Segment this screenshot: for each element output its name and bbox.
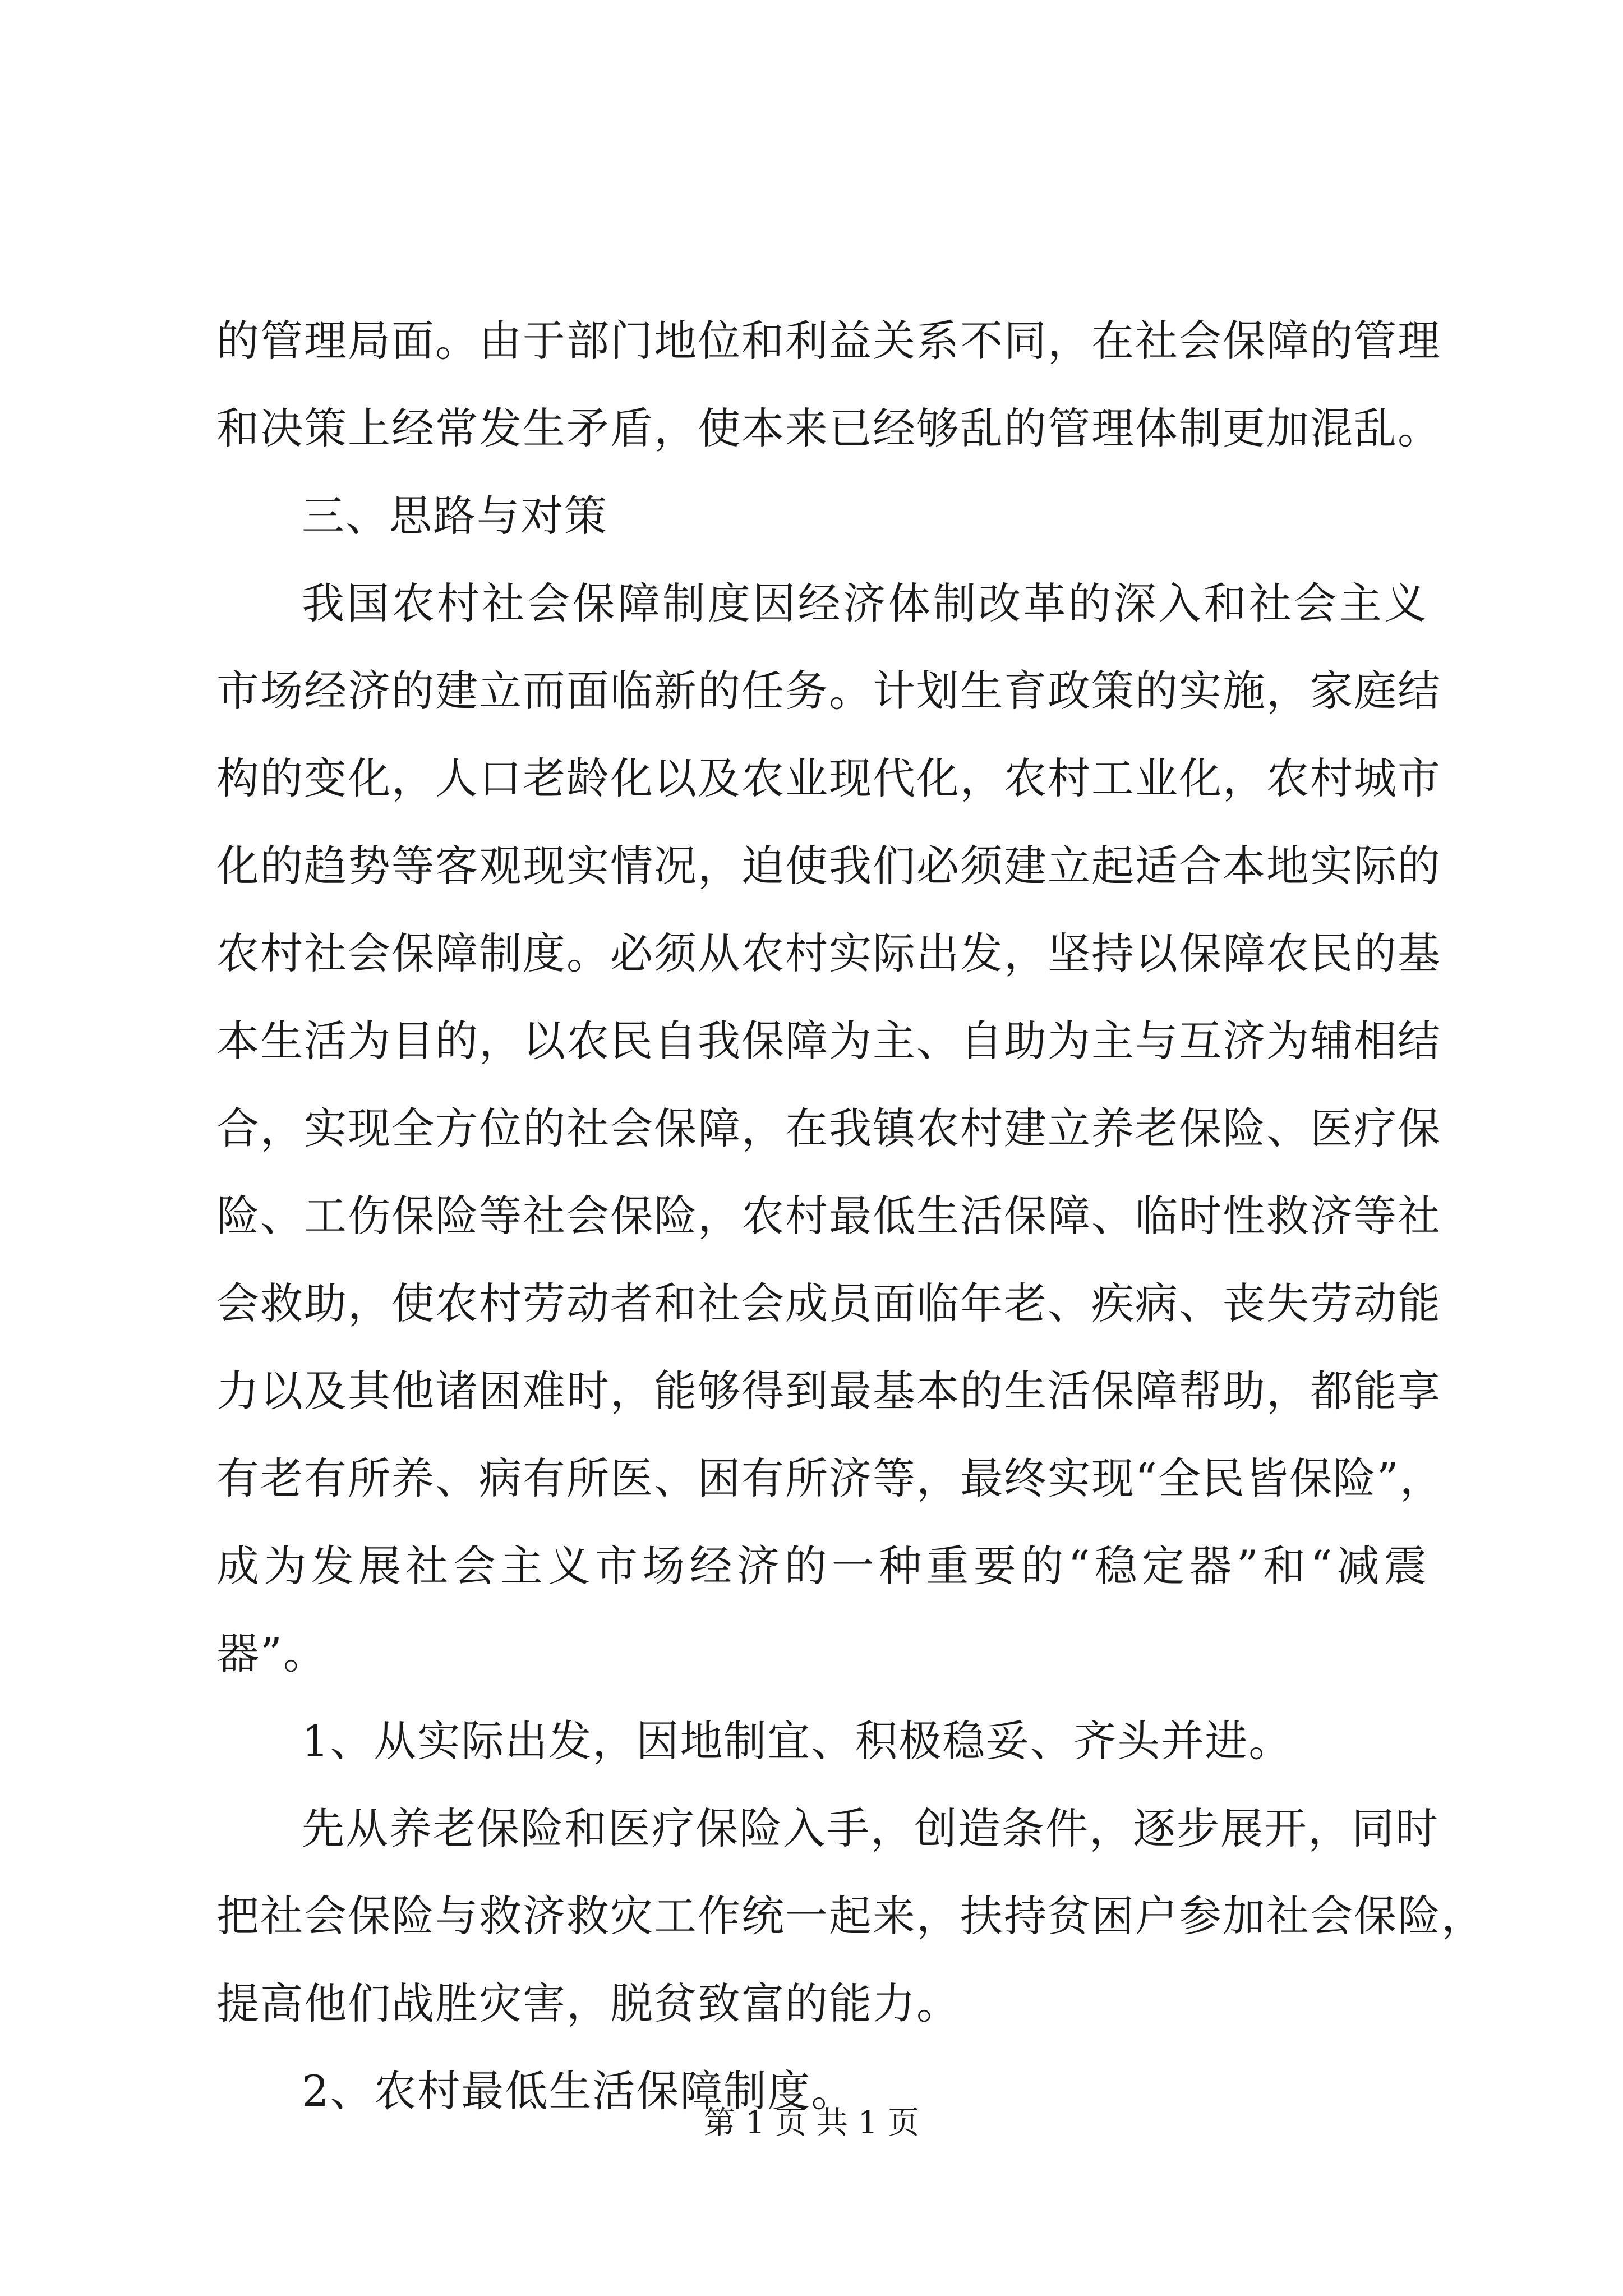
paragraph-line: 农村社会保障制度。必须从农村实际出发，坚持以保障农民的基 [216,928,1441,978]
paragraph-line: 会救助，使农村劳动者和社会成员面临年老、疾病、丧失劳动能 [216,1278,1441,1328]
paragraph-line: 把社会保险与救济救灾工作统一起来，扶持贫困户参加社会保险， [216,1891,1485,1941]
paragraph-line: 合，实现全方位的社会保障，在我镇农村建立养老保险、医疗保 [216,1103,1441,1153]
paragraph-line: 力以及其他诸困难时，能够得到最基本的生活保障帮助，都能享 [216,1366,1441,1416]
subsection-heading: 1、从实际出发，因地制宜、积极稳妥、齐头并进。 [302,1716,1293,1766]
subsection-heading: 2、农村最低生活保障制度。 [302,2066,855,2116]
paragraph-line: 市场经济的建立而面临新的任务。计划生育政策的实施，家庭结 [216,666,1441,716]
paragraph-line: 成为发展社会主义市场经济的一种重要的“稳定器”和“减震 [216,1541,1428,1591]
document-body [216,297,1485,2135]
paragraph-line: 提高他们战胜灾害，脱贫致富的能力。 [216,1978,960,2028]
paragraph-line: 先从养老保险和医疗保险入手，创造条件，逐步展开，同时 [302,1803,1439,1853]
paragraph-line: 化的趋势等客观现实情况，迫使我们必须建立起适合本地实际的 [216,841,1441,891]
paragraph-line: 构的变化，人口老龄化以及农业现代化，农村工业化，农村城市 [216,753,1441,803]
paragraph-line: 的管理局面。由于部门地位和利益关系不同，在社会保障的管理 [216,316,1441,366]
paragraph-line: 险、工伤保险等社会保险，农村最低生活保障、临时性救济等社 [216,1191,1441,1241]
paragraph-line: 和决策上经常发生矛盾，使本来已经够乱的管理体制更加混乱。 [216,403,1441,453]
paragraph-line: 本生活为目的，以农民自我保障为主、自助为主与互济为辅相结 [216,1016,1441,1066]
page-number-footer: 第 1 页 共 1 页 [703,2105,920,2141]
paragraph-line: 我国农村社会保障制度因经济体制改革的深入和社会主义 [302,578,1428,628]
paragraph-line: 器”。 [216,1628,327,1678]
paragraph-line: 有老有所养、病有所医、困有所济等，最终实现“全民皆保险”， [216,1453,1444,1503]
section-heading: 三、思路与对策 [302,491,608,541]
